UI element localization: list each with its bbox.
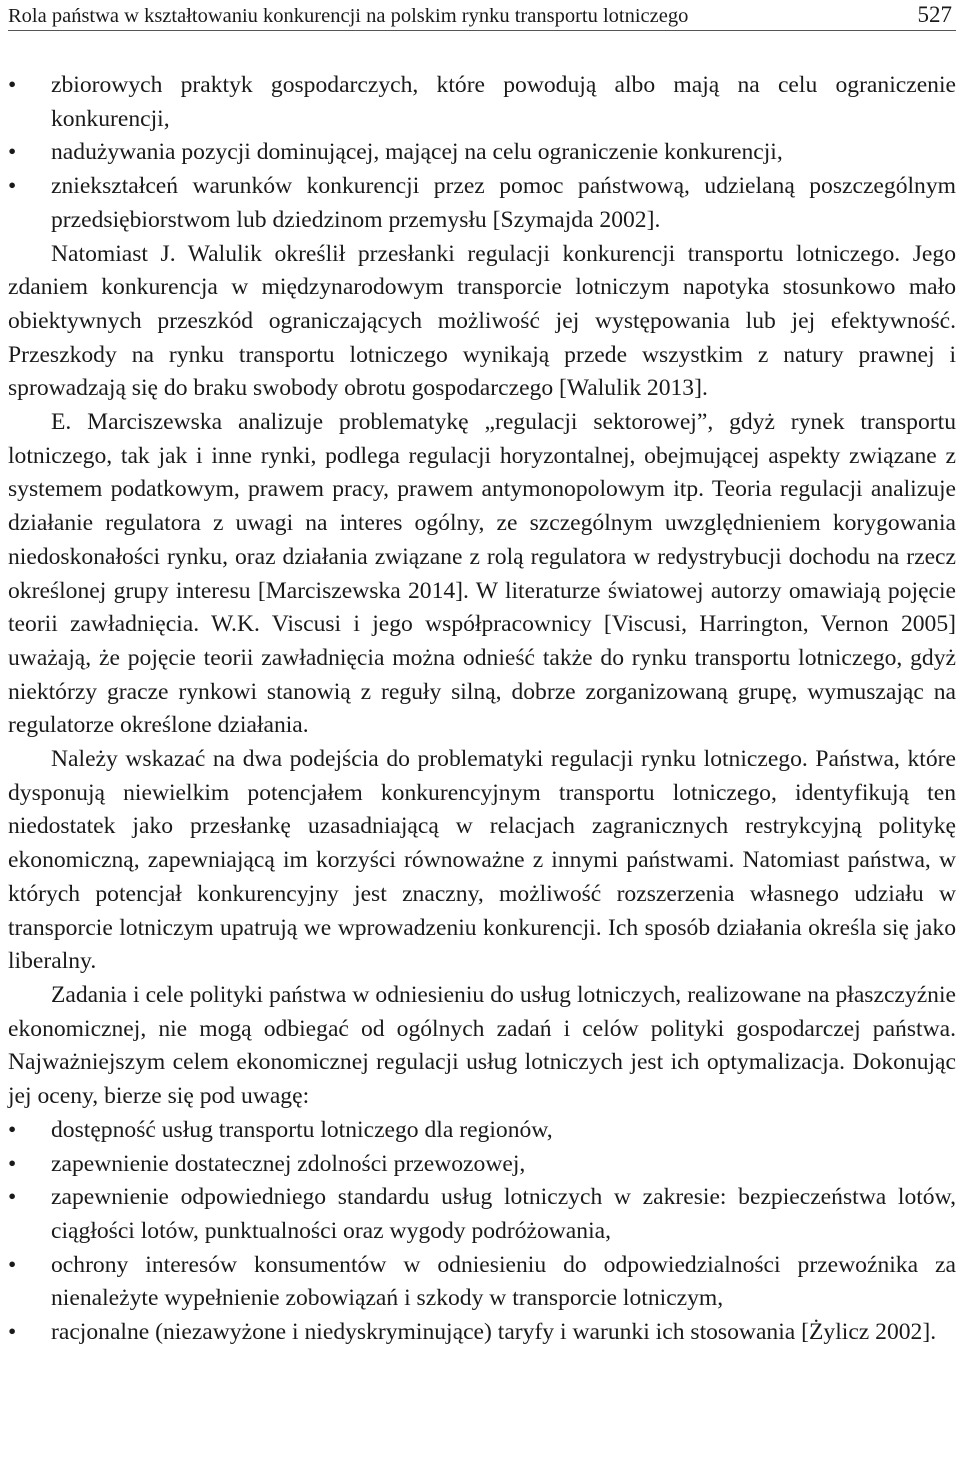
bullet-icon: • [8, 1150, 17, 1177]
list-item [8, 1148, 956, 1182]
paragraph-marciszewska: E. Marciszewska analizuje problematykę „regulacji sektorowej”, gdyż rynek transportu lotniczego, tak jak i inne rynki, podlega regulacji horyzontalnej, obejmującej aspekty związane z systemem podatkowym, prawem pracy, prawem antymonopolowym itp. Teoria regulacji analizuje działanie regulatora z uwagi na interes ogólny, ze szczególnym uwzględnieniem korygowania niedoskonałości rynku, oraz działania związane z rolą regulatora w redystrybucji dochodu na rzecz określonej grupy interesu [Marciszewska 2014]. W literaturze światowej autorzy omawiają pojęcie teorii zawładnięcia. W.K. Viscusi i jego współpracownicy [Viscusi, Harrington, Vernon 2005] uważają, że pojęcie teorii zawładnięcia można odnieść także do rynku transportu lotniczego, gdyż niektórzy gracze rynkowi stanowią z reguły silną, dobrze zorganizowaną grupę, wymuszając na regulatorze określone działania. [8, 409, 956, 739]
paragraph-two-approaches: Należy wskazać na dwa podejścia do problematyki regulacji rynku lotniczego. Państwa, które dysponują niewielkim potencjałem konkurencyjnym transportu lotniczego, identyfikują ten niedostatek jako przesłankę uzasadniającą w relacjach zagranicznych restrykcyjną politykę ekonomiczną, zapewniającą im korzyści równoważne z innymi państwami. Natomiast państwa, w których potencjał konkurencyjny jest znaczny, możliwość rozszerzenia własnego udziału w transporcie lotniczym upatrują we wprowadzeniu konkurencji. Ich sposób działania określa się jako liberalny. [8, 746, 956, 975]
bullet-icon: • [8, 1319, 17, 1346]
list-item-text: zapewnienie dostatecznej zdolności przewozowej, [51, 1150, 526, 1177]
bullet-icon: • [8, 139, 17, 166]
paragraph-walulik: Natomiast J. Walulik określił przesłanki regulacji konkurencji transportu lotniczego. Jego zdaniem konkurencja w międzynarodowym transporcie lotniczym napotyka stosunkowo mało obiektywnych przeszkód ograniczających możliwość jej występowania lub jej efektywność. Przeszkody na rynku transportu lotniczego wynikają przede wszystkim z natury prawnej i sprowadzają się do braku swobody obrotu gospodarczego [Walulik 2013]. [8, 240, 956, 402]
list-item [8, 136, 956, 170]
list-item-text: zniekształceń warunków konkurencji przez pomoc państwową, udzielaną poszczególnym przedsiębiorstwom lub dziedzinom przemysłu [Szymajda 2002]. [51, 173, 956, 233]
bullet-list-bottom [8, 1114, 956, 1350]
page-number: 527 [917, 2, 952, 27]
list-item-text: nadużywania pozycji dominującej, mającej na celu ograniczenie konkurencji, [51, 139, 783, 166]
running-header [8, 0, 956, 31]
list-item-text: dostępność usług transportu lotniczego dla regionów, [51, 1116, 553, 1143]
list-item [8, 1114, 956, 1148]
list-item-text: zapewnienie odpowiedniego standardu usług lotniczych w zakresie: bezpieczeństwa lotów, ciągłości lotów, punktualności oraz wygody podróżowania, [51, 1184, 956, 1244]
bullet-icon: • [8, 72, 17, 98]
list-item-text: zbiorowych praktyk gospodarczych, które powodują albo mają na celu ograniczenie konkurencji, [51, 72, 956, 132]
list-item [8, 1316, 956, 1350]
bullet-icon: • [8, 1184, 17, 1211]
list-item [8, 1249, 956, 1316]
list-item [8, 170, 956, 237]
running-title: Rola państwa w kształtowaniu konkurencji na polskim rynku transportu lotniczego [8, 5, 689, 27]
bullet-icon: • [8, 1251, 17, 1278]
paragraph-policy-goals: Zadania i cele polityki państwa w odniesieniu do usług lotniczych, realizowane na płaszczyźnie ekonomicznej, nie mogą odbiegać od ogólnych zadań i celów polityki gospodarczej państwa. Najważniejszym celem ekonomicznej regulacji usług lotniczych jest ich optymalizacja. Dokonując jej oceny, bierze się pod uwagę: [8, 981, 956, 1110]
list-item-text: racjonalne (niezawyżone i niedyskryminujące) taryfy i warunki ich stosowania [Żylicz 2002]. [51, 1319, 937, 1346]
list-item [8, 1181, 956, 1248]
bullet-list-top [8, 69, 956, 238]
list-item [8, 69, 956, 136]
bullet-icon: • [8, 173, 17, 200]
list-item-text: ochrony interesów konsumentów w odniesieniu do odpowiedzialności przewoźnika za nienależyte wypełnienie zobowiązań i szkody w transporcie lotniczym, [51, 1251, 956, 1312]
page-body [8, 69, 956, 1350]
bullet-icon: • [8, 1116, 17, 1143]
document-page [8, 0, 956, 1350]
